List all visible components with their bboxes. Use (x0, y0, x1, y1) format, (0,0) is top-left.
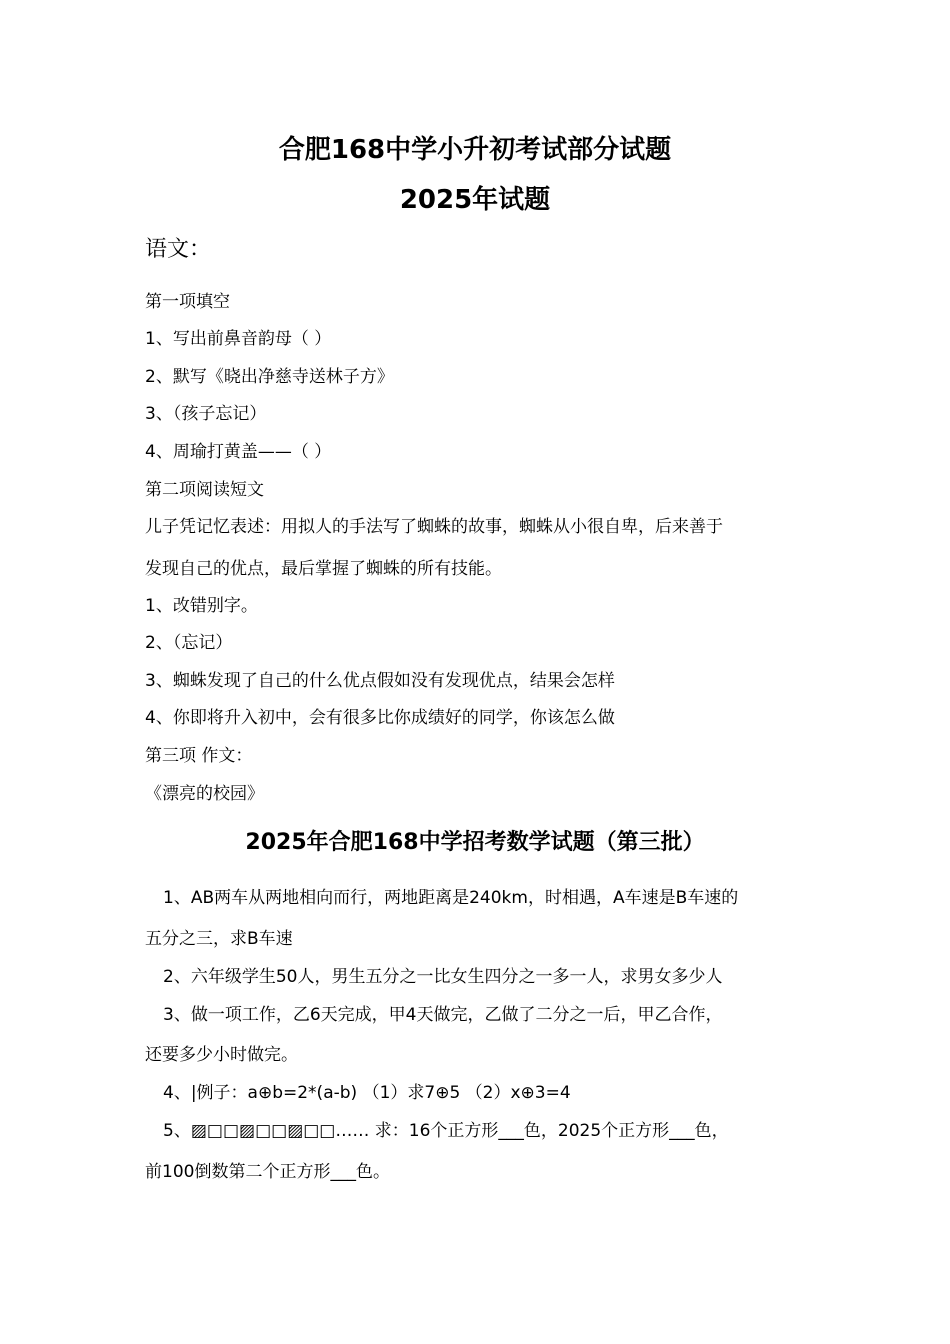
math-q2: 2、六年级学生50人，男生五分之一比女生四分之一多一人，求男女多少人 (163, 967, 723, 987)
part2-item-1: 1、改错别字。 (145, 596, 258, 616)
math-q5-line1: 5、▨□□▨□□▨□□…… 求：16个正方形___色，2025个正方形___色， (163, 1121, 729, 1141)
part2-item-3: 3、蜘蛛发现了自己的什么优点假如没有发现优点，结果会怎样 (145, 671, 615, 691)
math-q3-line2: 还要多少小时做完。 (145, 1045, 298, 1065)
part1-title: 第一项填空 (145, 292, 230, 312)
part2-passage-line1: 儿子凭记忆表述：用拟人的手法写了蜘蛛的故事，蜘蛛从小很自卑，后来善于 (145, 517, 723, 537)
math-q3-line1: 3、做一项工作，乙6天完成，甲4天做完，乙做了二分之一后，甲乙合作， (163, 1005, 723, 1025)
part2-item-4: 4、你即将升入初中，会有很多比你成绩好的同学，你该怎么做 (145, 708, 615, 728)
part2-title: 第二项阅读短文 (145, 480, 264, 500)
part3-essay-title: 《漂亮的校园》 (145, 784, 264, 804)
part1-item-3: 3、（孩子忘记） (145, 404, 267, 424)
part1-item-2: 2、默写《晓出净慈寺送林子方》 (145, 367, 394, 387)
part1-item-1: 1、写出前鼻音韵母（ ） (145, 329, 332, 349)
year-title: 2025年试题 (399, 185, 551, 215)
math-q1-line1: 1、AB两车从两地相向而行，两地距离是240km，时相遇，A车速是B车速的 (163, 888, 739, 908)
document-title: 合肥168中学小升初考试部分试题 (278, 135, 672, 165)
math-q4: 4、|例子：a⊕b=2*(a-b) （1）求7⊕5 （2）x⊕3=4 (163, 1083, 571, 1103)
math-q5-line2: 前100倒数第二个正方形___色。 (145, 1162, 390, 1182)
math-section-title: 2025年合肥168中学招考数学试题（第三批） (245, 830, 705, 855)
part2-passage-line2: 发现自己的优点，最后掌握了蜘蛛的所有技能。 (145, 559, 502, 579)
math-q1-line2: 五分之三，求B车速 (145, 929, 293, 949)
chinese-section-heading: 语文： (145, 237, 212, 262)
part1-item-4: 4、周瑜打黄盖——（ ） (145, 442, 332, 462)
part2-item-2: 2、（忘记） (145, 633, 233, 653)
part3-title: 第三项 作文： (145, 746, 253, 766)
